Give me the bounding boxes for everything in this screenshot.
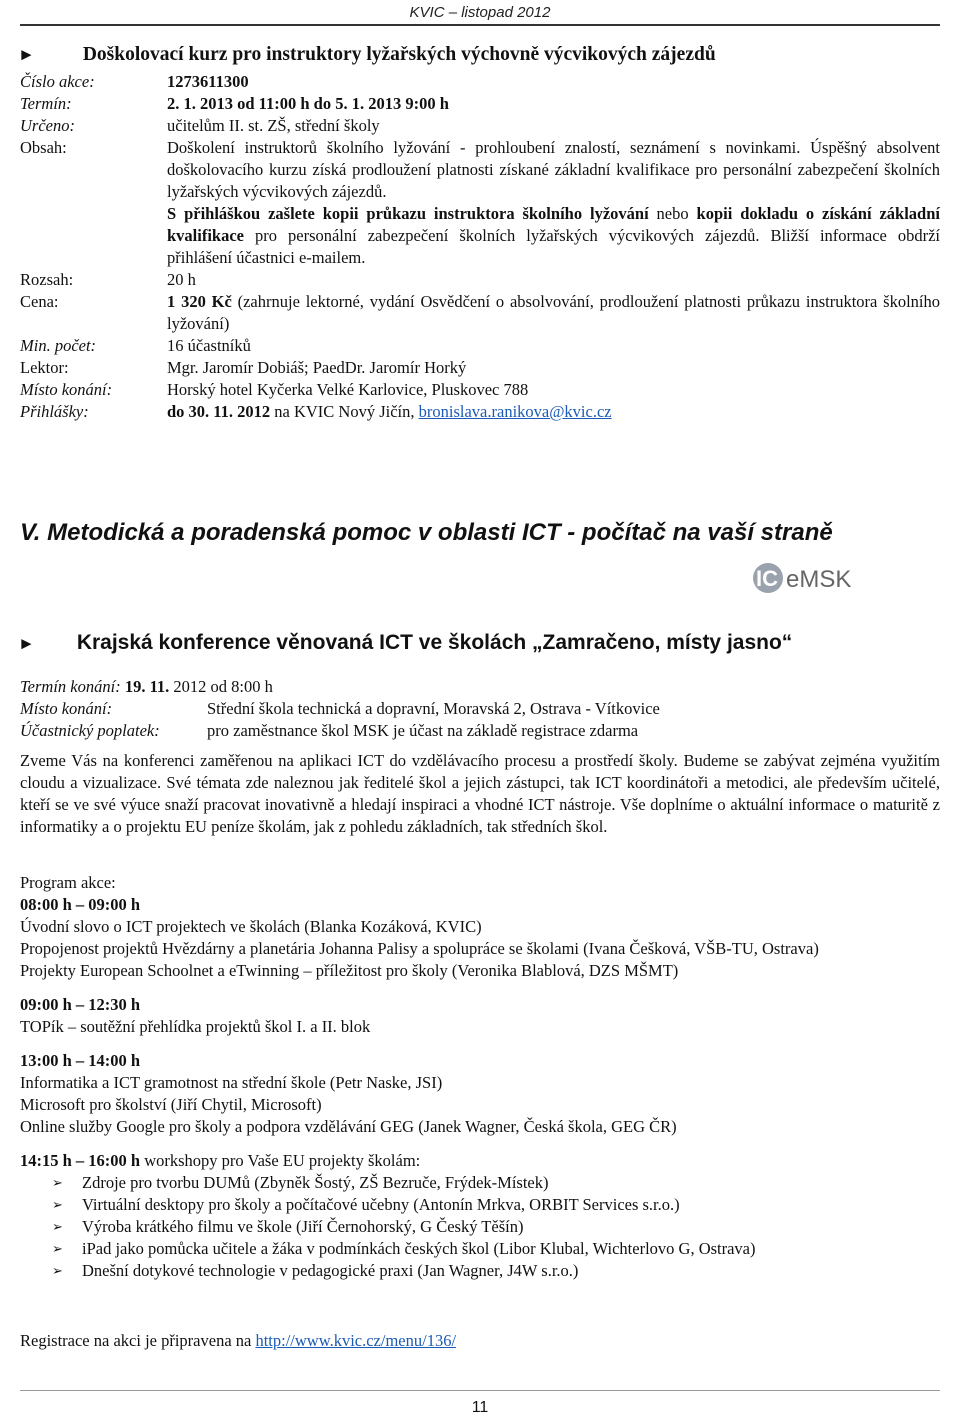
detail-value: Horský hotel Kyčerka Velké Karlovice, Pluskovec 788 [167, 380, 529, 399]
program-item: Informatika a ICT gramotnost na střední škole (Petr Naske, JSI) [20, 1073, 443, 1092]
conference-title-text: Krajská konference věnovaná ICT ve školách „Zamračeno, místy jasno“ [76, 631, 793, 654]
detail-label: Obsah: [20, 138, 67, 157]
detail-label: Lektor: [20, 358, 69, 377]
detail-label: Místo konání: [20, 380, 113, 399]
list-item-text: Virtuální desktopy pro školy a počítačové učebny (Antonín Mrkva, ORBIT Services s.r.o.) [82, 1195, 680, 1214]
program-item: Projekty European Schoolnet a eTwinning – příležitost pro školy (Veronika Blablová, DZS MŠMT) [20, 961, 679, 980]
list-item-text: iPad jako pomůcka učitele a žáka v podmínkách českých škol (Libor Klubal, Wichterlovo G, Ostrava) [82, 1239, 756, 1258]
email-link[interactable]: bronislava.ranikova@kvic.cz [418, 402, 612, 421]
detail-label: Místo konání: [20, 699, 113, 718]
detail-value [167, 137, 940, 269]
detail-value [167, 401, 940, 423]
text: (zahrnuje lektorné, vydání Osvědčení o absolvování, prodloužení platnosti průkazu instruktora školního lyžování) [167, 292, 940, 333]
detail-row-cislo [20, 71, 940, 93]
svg-text:eMSK: eMSK [786, 566, 852, 593]
list-item-text: Zdroje pro tvorbu DUMů (Zbyněk Šostý, ZŠ Bezruče, Frýdek-Místek) [82, 1173, 549, 1192]
program-item: Úvodní slovo o ICT projektech ve školách (Blanka Kozáková, KVIC) [20, 917, 482, 936]
detail-label: Určeno: [20, 116, 75, 135]
bullet-arrow-icon: ➢ [52, 1219, 63, 1234]
header-rule [20, 24, 940, 26]
detail-value [167, 291, 940, 335]
bullet-arrow-icon: ➢ [52, 1175, 63, 1190]
detail-value: Střední škola technická a dopravní, Moravská 2, Ostrava - Vítkovice [207, 699, 660, 718]
arrow-right-icon: ► [18, 45, 35, 64]
program [20, 872, 940, 1282]
obsah-note [167, 203, 940, 269]
list-item [52, 1172, 940, 1194]
registration-link[interactable]: http://www.kvic.cz/menu/136/ [255, 1331, 457, 1350]
date: 19. 11. [124, 677, 170, 696]
detail-label: Rozsah: [20, 270, 74, 289]
detail-value: pro zaměstnance škol MSK je účast na základě registrace zdarma [207, 721, 639, 740]
detail-row-prihlasky [20, 401, 940, 423]
detail-label: Číslo akce: [20, 72, 95, 91]
time-slot: 08:00 h – 09:00 h [20, 895, 141, 914]
detail-value: 1273611300 [167, 72, 249, 91]
footer-rule [20, 1390, 940, 1391]
conference-details [20, 676, 940, 742]
svg-text:IC: IC [756, 566, 778, 591]
page-number: 11 [471, 1399, 489, 1416]
detail-row-urceno [20, 115, 940, 137]
bullet-arrow-icon: ➢ [52, 1241, 63, 1256]
detail-value: učitelům II. st. ZŠ, střední školy [167, 116, 380, 135]
text: Registrace na akci je připravena na [20, 1331, 256, 1350]
obsah-paragraph: Doškolení instruktorů školního lyžování - prohloubení znalostí, seznámení s novinkami. Úspěšný absolvent doškolovacího kurzu získá prodloužení platnosti získané základní kvalifikace pro personální zabezpečení školních lyžařských výcvikových zájezdů. [167, 138, 940, 201]
icemsk-logo [750, 560, 870, 596]
detail-row-termin [20, 93, 940, 115]
detail-value: Mgr. Jaromír Dobiáš; PaedDr. Jaromír Horký [167, 358, 467, 377]
arrow-right-icon: ► [18, 634, 35, 653]
conf-misto [20, 698, 940, 720]
detail-label: Účastnický poplatek: [20, 721, 160, 740]
price: 1 320 Kč [167, 292, 232, 311]
time-slot: 14:15 h – 16:00 h [20, 1151, 141, 1170]
program-item: Online služby Google pro školy a podpora vzdělávání GEG (Janek Wagner, Česká škola, GEG ČR) [20, 1117, 677, 1136]
detail-label: Termín konání: [20, 677, 121, 696]
detail-row-min [20, 335, 940, 357]
bold-text: kopii dokladu o získání základní kvalifikace [167, 204, 940, 245]
detail-label: Přihlášky: [20, 402, 89, 421]
program-item: Propojenost projektů Hvězdárny a planetária Johanna Palisy a spolupráce se školami (Ivana Češková, VŠB-TU, Ostrava) [20, 939, 819, 958]
detail-row-lektor [20, 357, 940, 379]
conference-intro: Zveme Vás na konferenci zaměřenou na aplikaci ICT do vzdělávacího procesu a prostředí školy. Budeme se zabývat zejména využitím cloudu a vizualizace. Své témata zde naleznou jak ředitelé škol a jejich zástupci, tak ICT koordinátoři a metodici, ale především učitelé, kteří se ve své výuce snaží pracovat inovativně a hledají inspiraci a vhodné ICT nástroje. Vše doplníme o aktuální informace o maturitě z informatiky a o projektu EU peníze školám, jak z pohledu základních, tak středních škol. [20, 751, 940, 836]
text: nebo [648, 204, 697, 223]
detail-label: Cena: [20, 292, 59, 311]
workshop-list [20, 1172, 940, 1282]
list-item-text: Výroba krátkého filmu ve škole (Jiří Černohorský, G Český Těšín) [82, 1217, 524, 1236]
detail-row-misto [20, 379, 940, 401]
detail-label: Termín: [20, 94, 72, 113]
section-title: V. Metodická a poradenská pomoc v oblasti ICT - počítač na vaší straně [20, 519, 833, 546]
bullet-arrow-icon: ➢ [52, 1197, 63, 1212]
time-slot: 09:00 h – 12:30 h [20, 995, 141, 1014]
time-slot: 13:00 h – 14:00 h [20, 1051, 141, 1070]
program-item: TOPík – soutěžní přehlídka projektů škol I. a II. blok [20, 1017, 371, 1036]
workshop-heading [20, 1150, 940, 1172]
detail-row-obsah [20, 137, 940, 269]
text: na KVIC Nový Jičín, [270, 402, 419, 421]
program-item: Microsoft pro školství (Jiří Chytil, Microsoft) [20, 1095, 322, 1114]
conf-poplatek [20, 720, 940, 742]
registration-note [20, 1330, 456, 1352]
list-item [52, 1260, 940, 1282]
course-title [18, 44, 716, 66]
conference-title [18, 632, 792, 655]
list-item [52, 1194, 940, 1216]
bullet-arrow-icon: ➢ [52, 1263, 63, 1278]
list-item [52, 1238, 940, 1260]
detail-label: Min. počet: [20, 336, 97, 355]
course-title-text: Doškolovací kurz pro instruktory lyžařských výchovně výcvikových zájezdů [82, 44, 716, 65]
bold-text: S přihláškou zašlete kopii průkazu instruktora školního lyžování [167, 204, 649, 223]
list-item [52, 1216, 940, 1238]
text: workshopy pro Vaše EU projekty školám: [140, 1151, 421, 1170]
list-item-text: Dnešní dotykové technologie v pedagogické praxi (Jan Wagner, J4W s.r.o.) [82, 1261, 579, 1280]
conf-termin [20, 676, 940, 698]
text: pro personální zabezpečení školních lyžařských výcvikových zájezdů. Bližší informace obdrží přihlášení účastnici e-mailem. [167, 226, 940, 267]
detail-row-cena [20, 291, 940, 335]
text: 2012 od 8:00 h [169, 677, 273, 696]
detail-value: 16 účastníků [167, 336, 251, 355]
program-label: Program akce: [20, 873, 116, 892]
course-details [20, 71, 940, 423]
detail-row-rozsah [20, 269, 940, 291]
detail-value: 20 h [167, 270, 196, 289]
detail-value: 2. 1. 2013 od 11:00 h do 5. 1. 2013 9:00 h [167, 94, 449, 113]
deadline: do 30. 11. 2012 [167, 402, 271, 421]
running-header: KVIC – listopad 2012 [409, 4, 551, 21]
